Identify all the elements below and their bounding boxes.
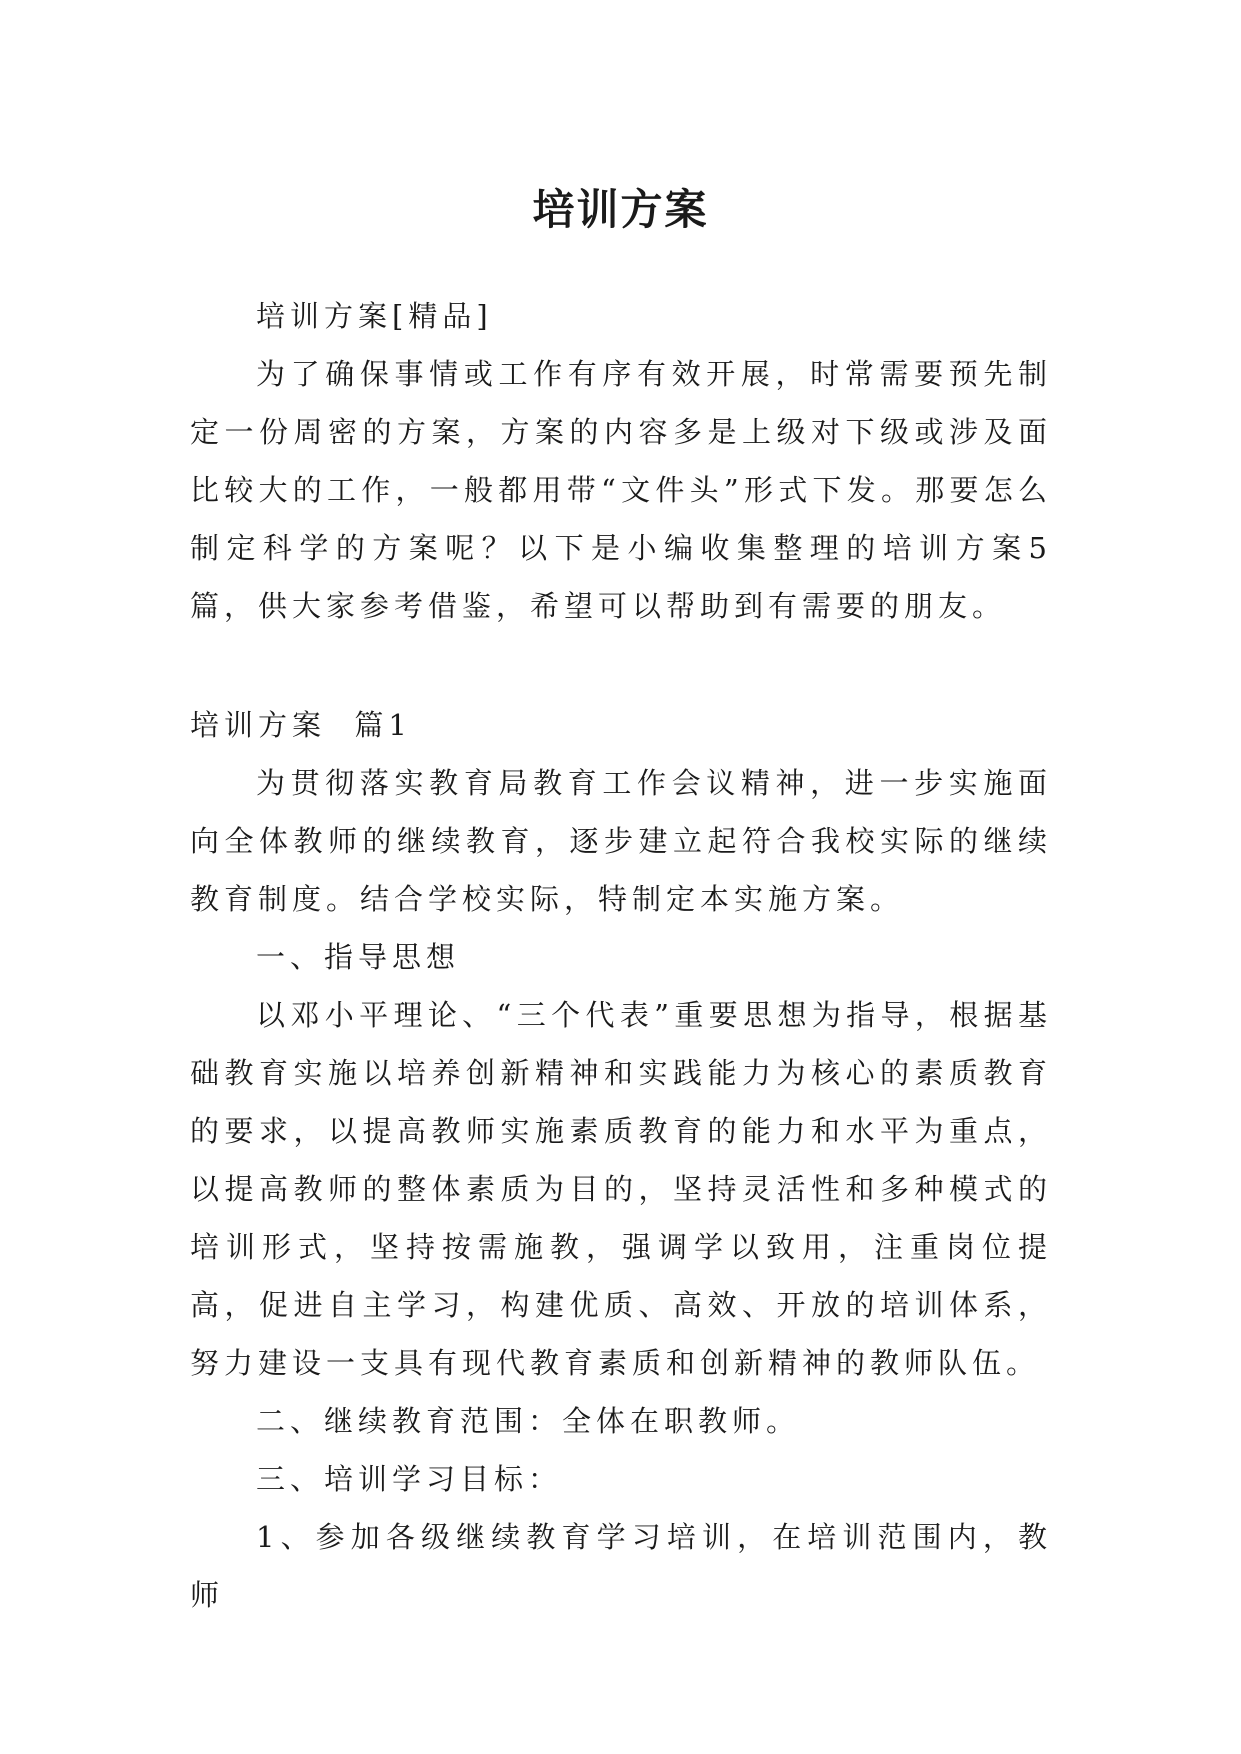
section-1-paragraph-2: 以邓小平理论、“三个代表”重要思想为指导，根据基础教育实施以培养创新精神和实践能力为核心的素质教育的要求，以提高教师实施素质教育的能力和水平为重点，以提高教师的整体素质为目的，坚持灵活性和多种模式的培训形式，坚持按需施教，强调学以致用，注重岗位提高，促进自主学习，构建优质、高效、开放的培训体系，努力建设一支具有现代教育素质和创新精神的教师队伍。	[190, 998, 1052, 1380]
section-1-paragraph-3: 1、参加各级继续教育学习培训，在培训范围内，教师	[190, 1520, 1052, 1612]
section-1-block	[190, 696, 1052, 1624]
section-1-paragraph-1: 为贯彻落实教育局教育工作会议精神，进一步实施面向全体教师的继续教育，逐步建立起符合我校实际的继续教育制度。结合学校实际，特制定本实施方案。	[190, 766, 1052, 916]
section-1-heading: 培训方案 篇1	[190, 708, 412, 742]
intro-paragraph: 为了确保事情或工作有序有效开展，时常需要预先制定一份周密的方案，方案的内容多是上级对下级或涉及面比较大的工作，一般都用带“文件头”形式下发。那要怎么制定科学的方案呢？以下是小编收集整理的培训方案5篇，供大家参考借鉴，希望可以帮助到有需要的朋友。	[190, 357, 1052, 623]
intro-subtitle: 培训方案[精品]	[256, 299, 493, 333]
document-title: 培训方案	[532, 185, 709, 235]
section-1-subheading-2: 二、继续教育范围：全体在职教师。	[256, 1404, 801, 1438]
section-1-subheading-1: 一、指导思想	[256, 940, 461, 974]
intro-block	[190, 287, 1052, 635]
section-1-subheading-3: 三、培训学习目标：	[256, 1462, 563, 1496]
